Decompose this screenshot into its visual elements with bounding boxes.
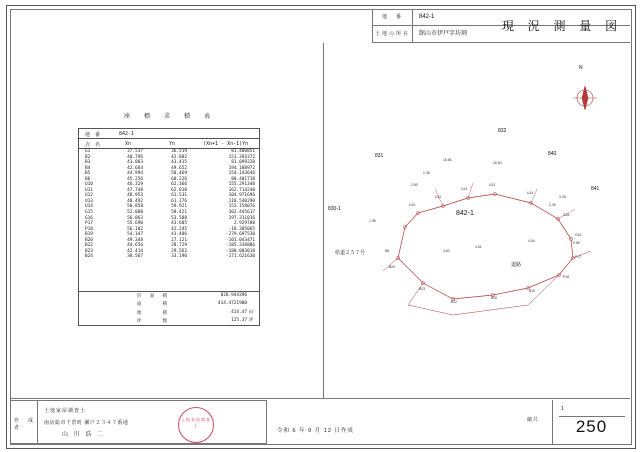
cell-yn: 59.921 [171, 204, 187, 210]
cell-area: 302.445617 [228, 210, 255, 216]
footer-author-label: 作 成 者 [14, 418, 43, 431]
cell-point: U10 [85, 182, 93, 188]
edge-length-4: 4.60 [443, 249, 450, 253]
point-label-u13: U13 [489, 183, 496, 187]
road-label: 道路 [511, 262, 522, 268]
cell-yn: 43.415 [171, 160, 187, 166]
document-title: 現 況 測 量 図 [501, 19, 623, 33]
cell-xn: 44.656 [127, 243, 143, 249]
cell-yn: 42.882 [171, 154, 187, 160]
point-label-p18: P18 [563, 275, 570, 279]
cell-area: -185.338886 [225, 243, 255, 249]
cell-yn: 53.588 [171, 215, 187, 221]
cell-point: U13 [85, 198, 93, 204]
cell-point: U12 [85, 193, 93, 199]
cell-xn: 56.063 [127, 215, 143, 221]
cell-xn: 50.858 [127, 204, 143, 210]
lot-number-value: 842-1 [419, 14, 435, 20]
coordinate-area-table [78, 128, 260, 326]
summary-value: 414.47 [231, 309, 247, 315]
neighbor-label-831: 831 [375, 153, 384, 159]
cell-area: 155.291340 [228, 182, 255, 188]
cell-xn: 46.329 [127, 182, 143, 188]
cell-xn: 45.256 [127, 176, 143, 182]
summary-value: 125.37 [231, 318, 247, 324]
coord-table-summary [79, 291, 259, 325]
edge-length-6: 3.05 [559, 195, 566, 199]
point-label-b6: B6 [385, 249, 390, 253]
cell-yn: 33.190 [171, 254, 187, 260]
cell-area: -101.043471 [225, 237, 255, 243]
scale-value: 250 [575, 417, 608, 436]
surveyor-block [37, 400, 267, 444]
point-label-b23: B23 [419, 287, 426, 291]
cell-point: B20 [85, 237, 93, 243]
scale-block [527, 400, 630, 444]
coord-table-header [79, 139, 259, 149]
cell-xn: 42.664 [127, 165, 143, 171]
cell-yn: 28.729 [171, 243, 187, 249]
parcel-plot [323, 43, 630, 398]
coord-table-body [79, 149, 259, 260]
col-header-xn: Xn [125, 141, 132, 147]
cell-yn: 62.010 [171, 187, 187, 193]
neighbor-label-830-1: 830-1 [328, 206, 341, 212]
compass-rose [573, 86, 597, 110]
cell-yn: 60.226 [171, 176, 187, 182]
cell-point: P18 [85, 226, 93, 232]
summary-unit: ㎡ [249, 309, 254, 315]
point-label-u10: U10 [409, 203, 416, 207]
cell-point: B19 [85, 232, 93, 238]
compass-north-label: N [579, 65, 583, 71]
cell-point: B5 [85, 171, 91, 177]
point-label-p17: P17 [575, 255, 582, 259]
cell-area: 81.400851 [231, 149, 255, 154]
col-header-yn: Yn [169, 141, 176, 147]
cell-xn: 44.994 [127, 171, 143, 177]
lot-number-label: 地 番 [373, 9, 413, 26]
cell-area: 104.971696 [228, 193, 255, 199]
cell-xn: 54.147 [127, 232, 143, 238]
cell-area: 81.099220 [231, 160, 255, 166]
parcel-boundary [398, 194, 573, 299]
cell-area: 197.311016 [228, 215, 255, 221]
summary-row [79, 300, 259, 308]
point-label-b22: B22 [451, 300, 458, 304]
cell-xn: 56.102 [127, 226, 143, 232]
cell-xn: 37.537 [127, 149, 143, 154]
summary-unit: 坪 [249, 318, 254, 324]
edge-length-0: 18.56 [443, 158, 452, 162]
point-label-u11: U11 [435, 195, 441, 199]
cell-xn: 49.348 [127, 237, 143, 243]
creation-date: 令和 6 年 9 月 12 日作成 [277, 428, 354, 434]
cell-point: B6 [85, 176, 91, 182]
summary-value: 414.4721900 [217, 301, 247, 307]
cell-point: B4 [85, 165, 91, 171]
edge-length-2: 9.85 [573, 241, 580, 245]
summary-row [79, 309, 259, 317]
table-row [79, 254, 259, 260]
point-label-u14: U14 [527, 191, 534, 195]
point-label-u12: U12 [461, 187, 468, 191]
scale-label: 縮尺 [527, 417, 540, 423]
creation-date-block [267, 400, 397, 444]
official-seal-icon [178, 407, 214, 443]
edge-length-9: 2.83 [411, 183, 418, 187]
edge-length-5: 4.54 [528, 239, 535, 243]
cell-area: -180.003018 [225, 248, 255, 254]
footer-divider [10, 398, 630, 399]
coord-table-lot-value: 842-1 [119, 131, 135, 137]
coord-table-lot-label: 地 番 [85, 132, 101, 138]
address-label: 土地の所在 [373, 26, 413, 43]
cell-area: 153.158076 [228, 204, 255, 210]
cell-point: B24 [85, 254, 93, 260]
cell-area: 2.929780 [233, 221, 255, 227]
cell-yn: 58.421 [171, 210, 187, 216]
cell-area: 194.188972 [228, 165, 255, 171]
title-block [372, 9, 630, 43]
point-label-g15: G15 [563, 213, 570, 217]
cell-xn: 52.008 [127, 210, 143, 216]
parcel-number-label: 842-1 [456, 210, 474, 217]
seal-text: 土地家屋調査士 [181, 417, 211, 428]
cell-point: B23 [85, 248, 93, 254]
footer-author-label-box [10, 400, 43, 444]
address-value: 館山市伊戸字坊割 [419, 31, 468, 37]
cell-yn: 50.469 [171, 171, 187, 177]
point-label-b20: B20 [491, 296, 498, 300]
edge-length-1: 16.50 [493, 161, 502, 165]
edge-length-8: 1.38 [423, 171, 430, 175]
coord-table-lot-row [79, 129, 259, 139]
cell-yn: 61.176 [171, 198, 187, 204]
neighbor-label-840: 840 [548, 151, 557, 157]
cell-xn: 55.690 [127, 221, 143, 227]
cell-yn: 49.652 [171, 165, 187, 171]
cell-point: G16 [85, 215, 93, 221]
cell-xn: 42.414 [127, 248, 143, 254]
scale-numerator: 1 [561, 406, 564, 412]
edge-length-10: 1.98 [369, 219, 376, 223]
cell-xn: 40.796 [127, 154, 143, 160]
cell-xn: 48.492 [127, 198, 143, 204]
edge-length-7: 2.39 [549, 203, 556, 207]
cell-area: -279.697530 [225, 232, 255, 238]
cell-point: P17 [85, 221, 93, 227]
neighbor-label-832: 832 [498, 128, 507, 134]
summary-label: 坪 数 [137, 318, 169, 324]
cell-area: 151.393372 [228, 154, 255, 160]
neighbor-label-841: 841 [591, 186, 600, 192]
cell-area: 80.401710 [231, 176, 255, 182]
cell-point: G1 [85, 149, 91, 154]
cell-yn: 62.366 [171, 182, 187, 188]
cell-point: B22 [85, 243, 93, 249]
summary-label: 面 積 [137, 301, 169, 307]
cell-xn: 47.748 [127, 187, 143, 193]
cell-yn: 29.562 [171, 248, 187, 254]
point-label-g16: G16 [575, 233, 582, 237]
summary-label: 地 積 [137, 309, 169, 315]
cell-area: -171.621630 [225, 254, 255, 260]
surveyor-title: 土地家屋調査士 [44, 408, 87, 414]
cell-yn: 36.519 [171, 149, 187, 154]
cell-yn: 61.531 [171, 193, 187, 199]
cell-point: B2 [85, 154, 91, 160]
summary-label: 倍 面 積 [137, 293, 169, 298]
point-label-b24: B24 [389, 265, 396, 269]
cell-yn: 43.605 [171, 221, 187, 227]
cell-area: 162.714240 [228, 187, 255, 193]
cell-area: 118.540290 [228, 198, 255, 204]
point-label-b19: B19 [529, 289, 536, 293]
cell-point: U14 [85, 204, 93, 210]
road-boundary [408, 275, 559, 315]
cell-point: U11 [85, 187, 93, 193]
cell-xn: 38.567 [127, 254, 143, 260]
cell-yn: 42.245 [171, 226, 187, 232]
coord-table-title: 座 標 求 積 表 [123, 114, 214, 120]
cell-yn: 41.406 [171, 232, 187, 238]
road-number-label: 県道２５７号 [335, 250, 366, 256]
cell-point: G15 [85, 210, 93, 216]
surveyor-name: 山 川 浩 二 [62, 432, 106, 438]
cell-area: -18.305065 [228, 226, 255, 232]
cell-point: B3 [85, 160, 91, 166]
cell-xn: 48.953 [127, 193, 143, 199]
summary-value: 828.944396 [220, 293, 247, 298]
cell-xn: 41.083 [127, 160, 143, 166]
edge-length-3: 4.61 [475, 245, 482, 249]
cell-area: 154.143646 [228, 171, 255, 177]
surveyor-address: 南房総市千倉町 瀬戸２３４７番地 [44, 420, 129, 426]
cell-yn: 27.121 [171, 237, 187, 243]
summary-row [79, 292, 259, 300]
summary-row [79, 317, 259, 325]
col-header-area: (Xn+1 - Xn-1)Yn [203, 141, 249, 147]
col-header-point: 点 名 [85, 142, 101, 148]
